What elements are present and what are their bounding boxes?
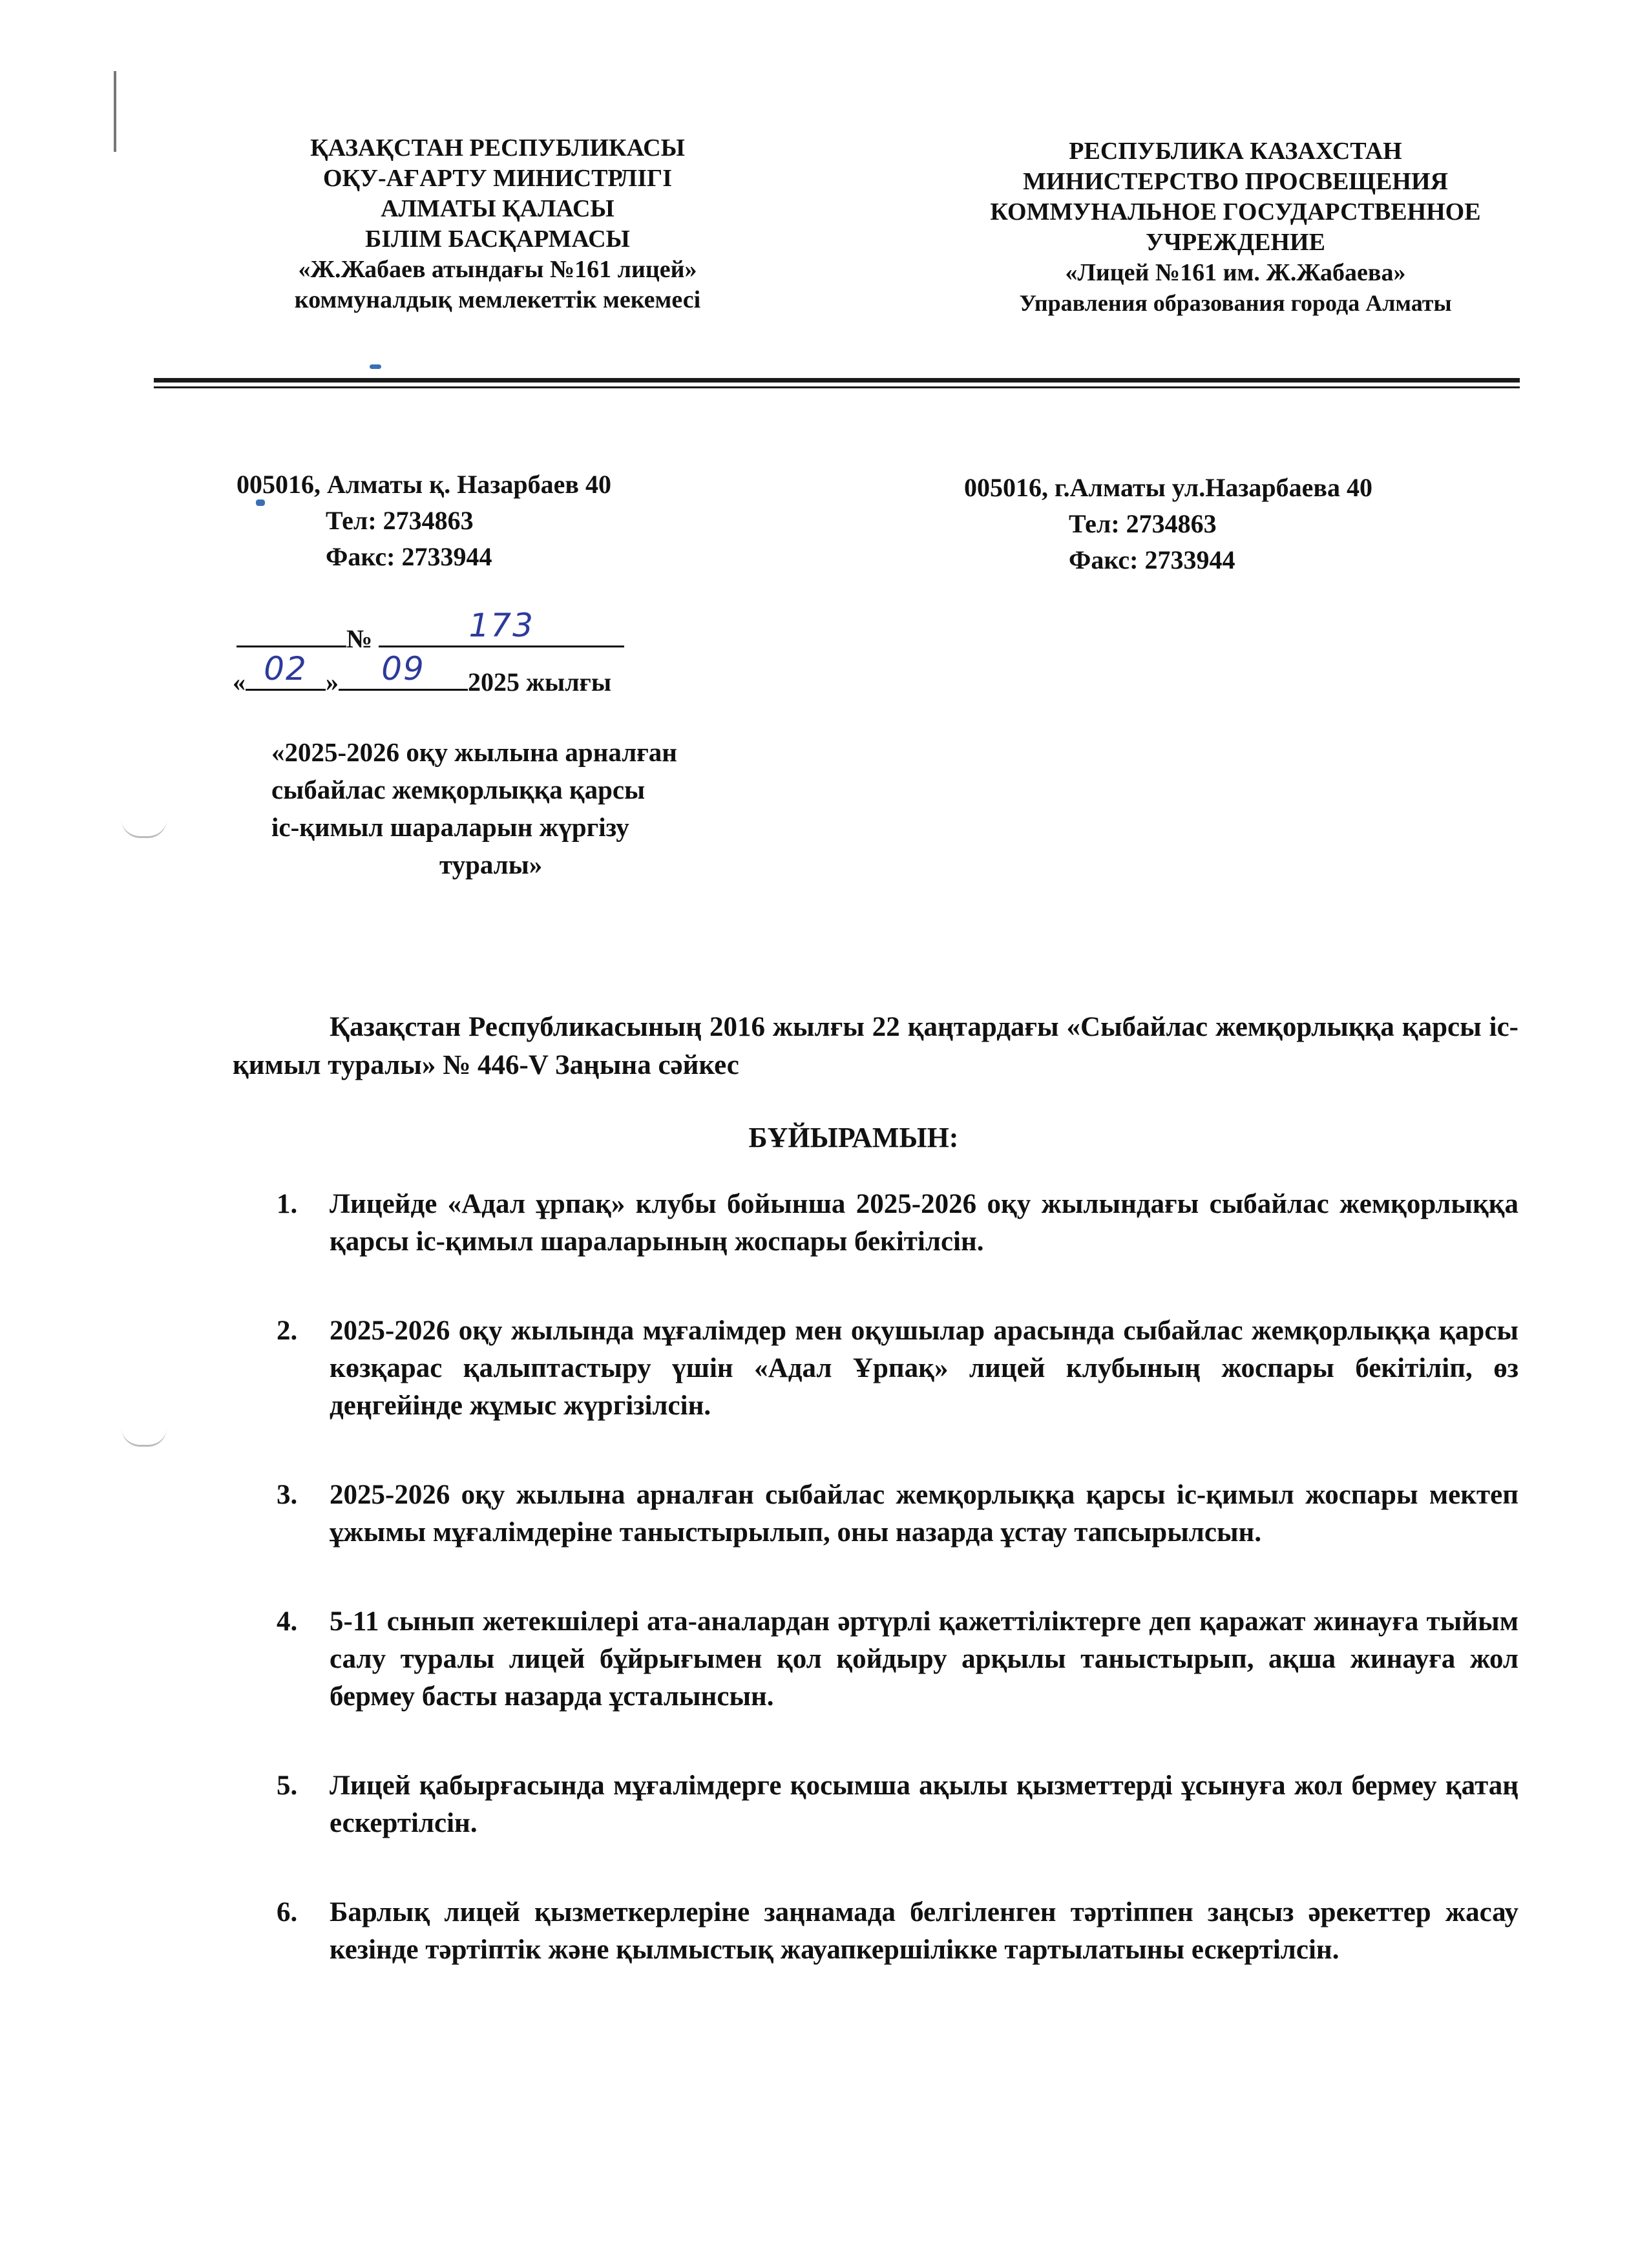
subject-line: сыбайлас жемқорлыққа қарсы [271, 775, 646, 804]
punch-hole-mark [121, 1428, 167, 1447]
header-ru-line: КОММУНАЛЬНОЕ ГОСУДАРСТВЕННОЕ [990, 198, 1481, 226]
subject-line: туралы» [439, 850, 543, 879]
header-ru-line: МИНИСТЕРСТВО ПРОСВЕЩЕНИЯ [1023, 168, 1448, 195]
order-item [271, 1767, 1518, 1842]
date-day-field [246, 650, 326, 691]
registration-blank [236, 617, 346, 647]
ink-dot [370, 364, 381, 369]
header-ru-line: УЧРЕЖДЕНИЕ [1146, 229, 1325, 256]
order-subject [271, 733, 801, 883]
date-month-field [339, 650, 468, 691]
header-kz-line: ОҚУ-АҒАРТУ МИНИСТРЛІГІ [322, 165, 673, 192]
header-kz-line: коммуналдық мемлекеттік мекемесі [294, 286, 701, 313]
date-year: 2025 жылғы [468, 667, 612, 697]
order-item-text: 2025-2026 оқу жылында мұғалімдер мен оқушылар арасында сыбайлас жемқорлыққа қарсы көзқарас қалыптастыру үшін «Адал Ұрпақ» лицей клубының жоспары бекітіліп, өз деңгейінде жұмыс жүргізілсін. [330, 1316, 1518, 1421]
address-ru-fax: Факс: 2733944 [1069, 545, 1235, 574]
header-kz-line: АЛМАТЫ ҚАЛАСЫ [381, 195, 614, 222]
order-item-text: 2025-2026 оқу жылына арналған сыбайлас жемқорлыққа қарсы іс-қимыл жоспары мектеп ұжымы мұғалімдеріне таныстырылып, оны назарда ұстау тапсырылсын. [330, 1480, 1518, 1548]
number-label: № [346, 624, 373, 653]
order-item-number: 1. [277, 1189, 298, 1219]
order-item [271, 1476, 1518, 1551]
order-item-number: 4. [277, 1606, 298, 1637]
header-kz-line: «Ж.Жабаев атындағы №161 лицей» [298, 256, 697, 283]
address-russian [964, 470, 1372, 578]
order-item [271, 1603, 1518, 1716]
header-ru-line: Управления образования города Алматы [1019, 290, 1452, 316]
handwritten-day: 02 [264, 650, 308, 688]
order-item-number: 6. [277, 1897, 298, 1927]
order-item-text: Лицейде «Адал ұрпақ» клубы бойынша 2025-2026 оқу жылындағы сыбайлас жемқорлыққа қарсы іс-қимыл шараларының жоспары бекітілсін. [330, 1189, 1518, 1257]
date-close-quote: » [326, 667, 339, 697]
order-item-text: Лицей қабырғасында мұғалімдерге қосымша ақылы қызметтерді ұсынуға жол бермеу қатаң ескертілсін. [330, 1770, 1518, 1838]
header-ru-line: «Лицей №161 им. Ж.Жабаева» [1065, 259, 1406, 286]
order-item-number: 5. [277, 1770, 298, 1801]
order-heading: БҰЙЫРАМЫН: [748, 1122, 959, 1153]
handwritten-month: 09 [381, 650, 425, 688]
header-kazakh [181, 133, 814, 315]
handwritten-number: 173 [468, 607, 534, 644]
address-ru-street: 005016, г.Алматы ул.Назарбаева 40 [964, 473, 1373, 502]
address-kz-street: 005016, Алматы қ. Назарбаев 40 [236, 470, 611, 499]
address-kazakh [236, 467, 611, 575]
subject-line: іс-қимыл шараларын жүргізу [271, 812, 629, 842]
registration-number-line [236, 607, 624, 654]
order-item-text: 5-11 сынып жетекшілері ата-аналардан әртүрлі қажеттіліктерге деп қаражат жинауға тыйым салу туралы лицей бұйрығымен қол қойдыру арқылы таныстырып, ақша жинауға жол бермеу басты назарда ұсталынсын. [330, 1606, 1518, 1712]
header-kz-line: ҚАЗАҚСТАН РЕСПУБЛИКАСЫ [310, 134, 685, 162]
order-item-text: Барлық лицей қызметкерлеріне заңнамада белгіленген тәртіппен заңсыз әрекеттер жасау кезінде тәртіптік және қылмыстық жауапкершілікке тартылатыны ескертілсін. [330, 1897, 1518, 1965]
order-item-number: 2. [277, 1316, 298, 1346]
header-russian [912, 136, 1559, 319]
address-kz-fax: Факс: 2733944 [326, 542, 492, 571]
header-divider-thin [154, 386, 1520, 388]
order-item [271, 1894, 1518, 1969]
header-divider-thick [154, 378, 1520, 383]
preamble-paragraph: Қазақстан Республикасының 2016 жылғы 22 қаңтардағы «Сыбайлас жемқорлыққа қарсы іс-қимыл туралы» № 446-V Заңына сәйкес [233, 1012, 1518, 1080]
address-ru-phone: Тел: 2734863 [1069, 509, 1217, 538]
order-item [271, 1186, 1518, 1261]
header-ru-line: РЕСПУБЛИКА КАЗАХСТАН [1069, 138, 1402, 165]
registration-number-field [379, 607, 624, 647]
registration-date-line [233, 650, 612, 697]
header-kz-line: БІЛІМ БАСҚАРМАСЫ [365, 226, 630, 253]
order-items-list [271, 1186, 1518, 2021]
order-item [271, 1312, 1518, 1425]
scan-edge-mark [114, 71, 116, 152]
date-open-quote: « [233, 667, 246, 697]
address-kz-phone: Тел: 2734863 [326, 506, 474, 535]
subject-line: «2025-2026 оқу жылына арналған [271, 737, 677, 767]
order-item-number: 3. [277, 1480, 298, 1510]
punch-hole-mark [121, 819, 167, 838]
